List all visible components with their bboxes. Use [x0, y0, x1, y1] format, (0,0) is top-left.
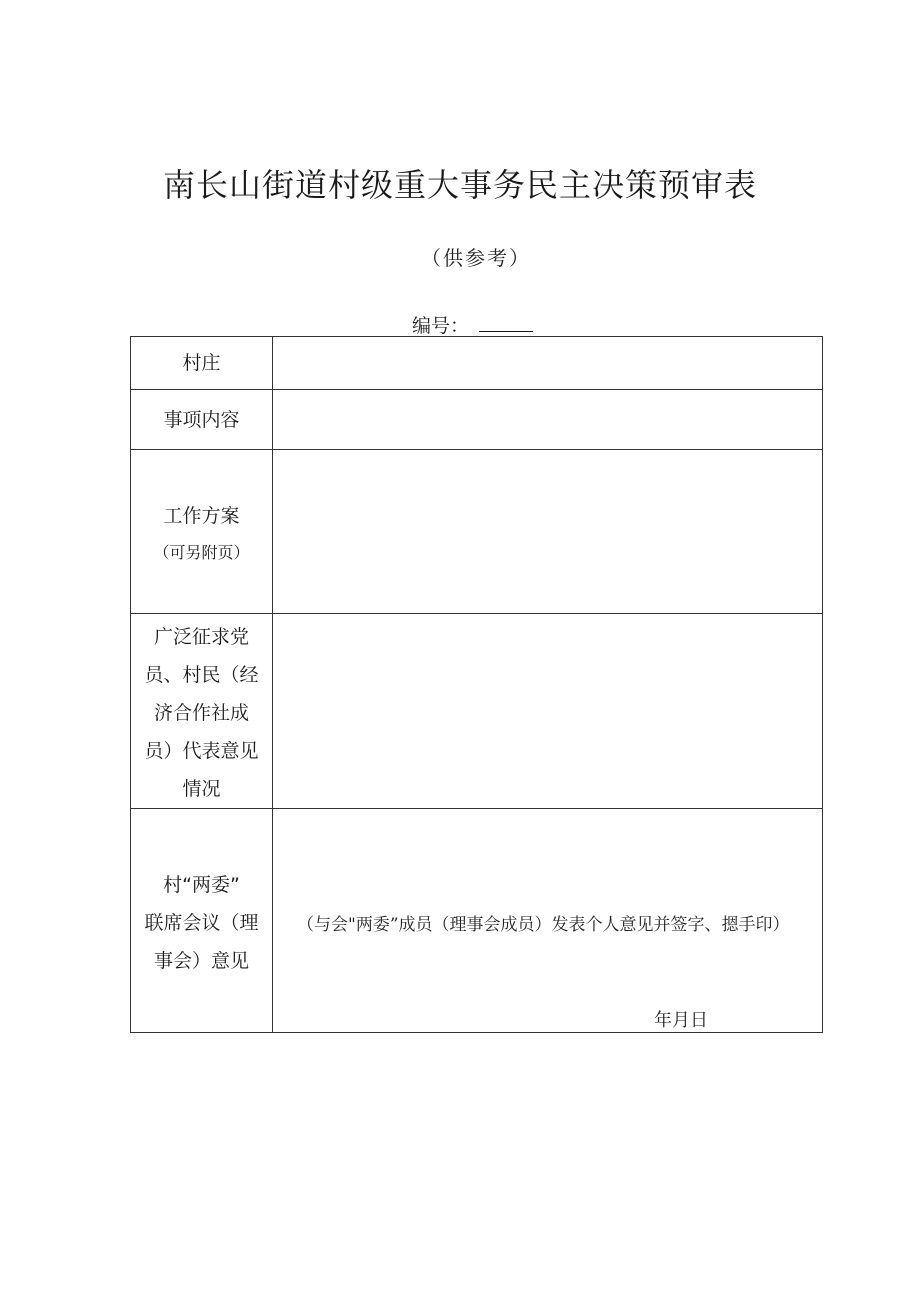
opinions-label-line: 员、村民（经: [144, 664, 259, 686]
work-plan-field[interactable]: [273, 450, 823, 614]
committee-label-cell: [131, 809, 273, 1033]
opinions-label-line: 员）代表意见: [144, 740, 259, 762]
committee-label-line: 村“两委”: [163, 873, 240, 896]
committee-opinion-note: （与会"两委”成员（理事会成员）发表个人意见并签字、摁手印）: [297, 915, 790, 935]
work-plan-label: 工作方案: [163, 504, 240, 527]
table-row-village: [131, 337, 823, 390]
table-row-matter: [131, 390, 823, 450]
review-form-table: [130, 336, 823, 1033]
page-title: 南长山街道村级重大事务民主决策预审表: [162, 166, 757, 204]
table-row-committee: [131, 809, 823, 1033]
opinions-label: [131, 614, 272, 808]
table-row-opinions: [131, 614, 823, 809]
opinions-label-line: 济合作社成: [153, 702, 249, 724]
opinions-label-line: 广泛征求党: [153, 626, 249, 648]
committee-label: [131, 862, 272, 980]
table-row-work-plan: [131, 450, 823, 614]
village-field[interactable]: [273, 337, 823, 390]
serial-number: [412, 311, 533, 338]
work-plan-sublabel: （可另附页）: [153, 542, 250, 562]
serial-number-field[interactable]: [479, 315, 533, 332]
matter-content-label: 事项内容: [131, 390, 273, 450]
matter-content-field[interactable]: [273, 390, 823, 450]
serial-number-label: 编号：: [412, 315, 470, 337]
committee-label-line: 联席会议（理: [144, 911, 259, 934]
village-label: 村庄: [131, 337, 273, 390]
opinions-field[interactable]: [273, 614, 823, 809]
committee-label-line: 事会）意见: [153, 949, 249, 972]
date-label: 年月日: [654, 1010, 708, 1031]
opinions-label-cell: [131, 614, 273, 809]
committee-opinion-field[interactable]: [273, 809, 823, 1033]
opinions-label-line: 情况: [182, 778, 221, 800]
work-plan-label-cell: [131, 450, 273, 614]
page-subtitle: （供参考）: [421, 246, 531, 270]
